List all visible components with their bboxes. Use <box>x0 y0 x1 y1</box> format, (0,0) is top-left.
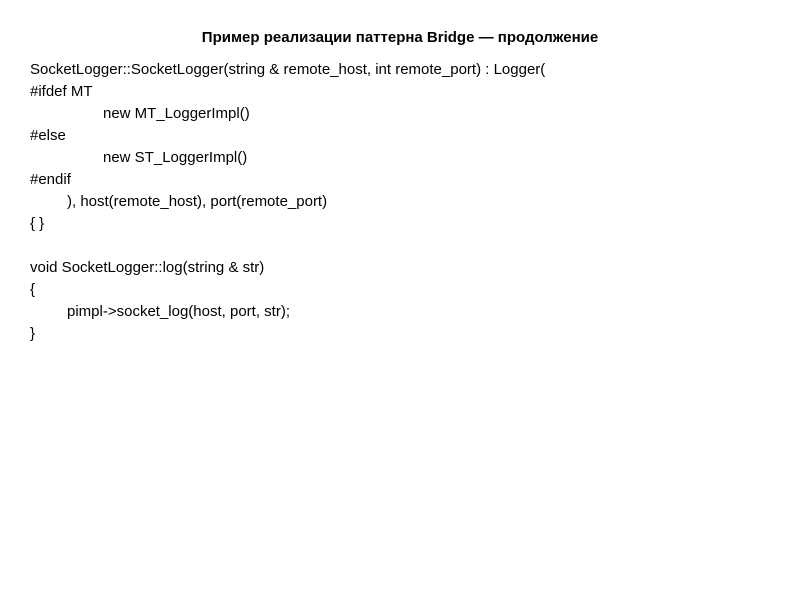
code-line: ), host(remote_host), port(remote_port) <box>67 193 328 210</box>
code-line: #endif <box>30 171 71 188</box>
code-line: #ifdef MT <box>30 83 93 100</box>
slide-title: Пример реализации паттерна Bridge — продолжение <box>201 29 599 46</box>
code-line: void SocketLogger::log(string & str) <box>30 259 265 276</box>
code-line: } <box>30 325 36 342</box>
code-line: { } <box>30 215 45 232</box>
code-line: new ST_LoggerImpl() <box>103 149 248 166</box>
code-line: SocketLogger::SocketLogger(string & remote_host, int remote_port) : Logger( <box>30 61 546 78</box>
code-line: #else <box>30 127 66 144</box>
code-line: { <box>30 281 36 298</box>
code-line-blank <box>30 235 780 257</box>
code-block <box>30 59 780 345</box>
code-line: new MT_LoggerImpl() <box>103 105 250 122</box>
code-line: pimpl->socket_log(host, port, str); <box>67 303 291 320</box>
